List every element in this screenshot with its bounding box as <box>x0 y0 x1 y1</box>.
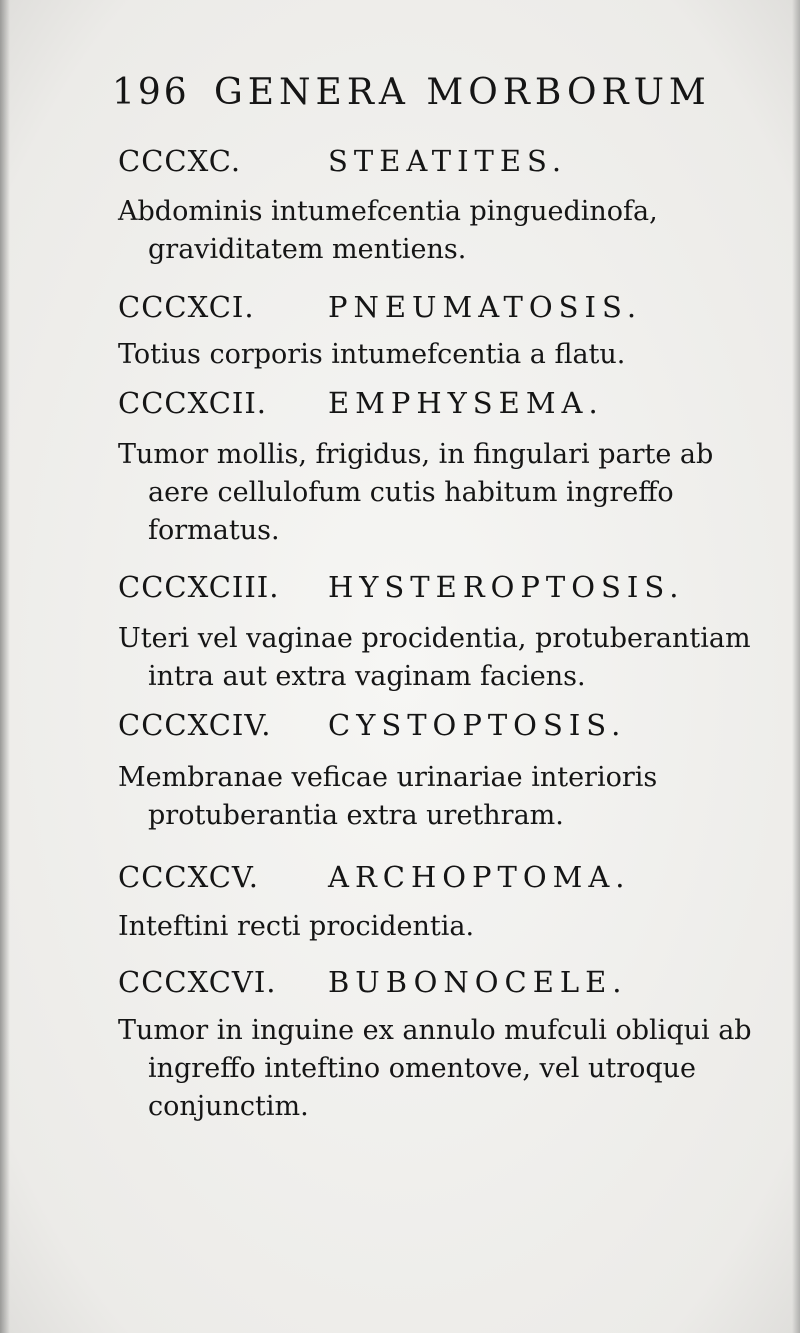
entry-description: Membranae veficae urinariae interioris protuberantia extra urethram. <box>118 762 658 831</box>
entry-heading <box>118 860 738 900</box>
entry-heading <box>118 708 738 748</box>
running-title: GENERA MORBORUM <box>214 72 711 113</box>
entry-heading <box>118 290 738 330</box>
entry-numeral: CCCXCII. <box>118 386 268 420</box>
entry-description: Inteftini recti procidentia. <box>118 911 475 942</box>
page-shadow-left <box>0 0 10 1333</box>
entry-heading <box>118 965 738 1005</box>
entry-name: HYSTEROPTOSIS. <box>328 570 685 604</box>
entry-numeral: CCCXCIII. <box>118 570 280 604</box>
running-head <box>112 72 734 122</box>
page-number: 196 <box>112 72 190 113</box>
entry-description: Totius corporis intumefcentia a flatu. <box>118 339 626 370</box>
entry-heading <box>118 144 738 184</box>
entry-numeral: CCCXCVI. <box>118 965 277 999</box>
entry-description: Abdominis intumefcentia pinguedinofa, graviditatem mentiens. <box>118 196 658 265</box>
entry-name: BUBONOCELE. <box>328 965 628 999</box>
entry-name: CYSTOPTOSIS. <box>328 708 627 742</box>
entry-numeral: CCCXC. <box>118 144 242 178</box>
entry-description: Tumor mollis, frigidus, in fingulari parte ab aere cellulofum cutis habitum ingreffo formatus. <box>118 439 714 546</box>
page-shadow-right <box>792 0 800 1333</box>
entry-numeral: CCCXCIV. <box>118 708 272 742</box>
entry-heading <box>118 570 738 610</box>
entry-numeral: CCCXCI. <box>118 290 255 324</box>
entry-description: Uteri vel vaginae procidentia, protuberantiam intra aut extra vaginam faciens. <box>118 623 751 692</box>
entry-name: PNEUMATOSIS. <box>328 290 643 324</box>
entry-name: EMPHYSEMA. <box>328 386 604 420</box>
entry-heading <box>118 386 738 426</box>
entry-numeral: CCCXCV. <box>118 860 259 894</box>
entry-name: ARCHOPTOMA. <box>328 860 631 894</box>
entry-name: STEATITES. <box>328 144 568 178</box>
entry-description: Tumor in inguine ex annulo mufculi obliqui ab ingreffo inteftino omentove, vel utroque conjunctim. <box>118 1015 752 1122</box>
